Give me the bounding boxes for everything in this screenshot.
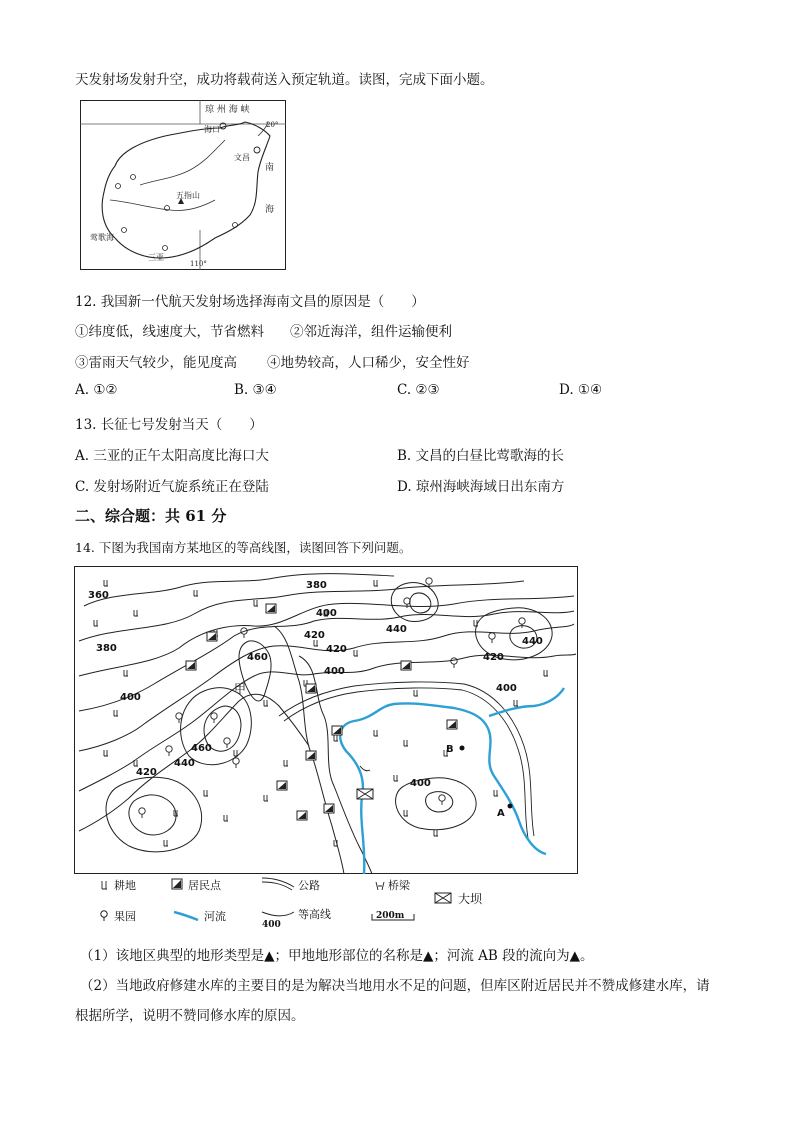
- orchard-legend-icon: [101, 911, 107, 921]
- point-a-label: A: [497, 808, 505, 819]
- svg-text:文昌: 文昌: [234, 153, 250, 162]
- svg-text:三亚: 三亚: [148, 253, 164, 262]
- q12-statement-1: ①纬度低，线速度大，节省燃料: [75, 324, 264, 340]
- q13-option-b[interactable]: B. 文昌的白昼比莺歌海的长: [397, 448, 565, 464]
- svg-text:360: 360: [88, 590, 109, 601]
- svg-text:居民点: 居民点: [188, 879, 221, 892]
- q12-statement-3: ③雷雨天气较少，能见度高: [75, 355, 237, 371]
- q14-sub2-line1: （2）当地政府修建水库的主要目的是为解决当地用水不足的问题，但库区附近居民并不赞成修建水库，请: [80, 978, 710, 994]
- hainan-island-outline: [102, 122, 270, 258]
- svg-text:460: 460: [191, 743, 212, 754]
- contour-map: [74, 566, 578, 874]
- svg-text:400: 400: [496, 683, 517, 694]
- q14-sub1: （1）该地区典型的地形类型是▲；甲地地形部位的名称是▲；河流 AB 段的流向为▲。: [80, 948, 594, 964]
- point-jia-label: 甲: [234, 682, 247, 696]
- q14-stem: 14. 下图为我国南方某地区的等高线图，读图回答下列问题。: [75, 540, 412, 555]
- svg-text:耕地: 耕地: [114, 879, 136, 892]
- q12-statement-2: ②邻近海洋，组件运输便利: [290, 324, 452, 340]
- q13-stem: 13. 长征七号发射当天（ ）: [75, 417, 263, 433]
- residence-legend-icon: [172, 879, 182, 889]
- svg-text:420: 420: [326, 644, 347, 655]
- svg-text:海口: 海口: [204, 125, 220, 134]
- svg-text:440: 440: [522, 636, 543, 647]
- svg-text:果园: 果园: [114, 910, 136, 923]
- svg-text:等高线: 等高线: [298, 908, 331, 921]
- dam-marker: [357, 789, 373, 799]
- q12-stem: 12. 我国新一代航天发射场选择海南文昌的原因是（ ）: [75, 294, 425, 310]
- point-b-label: B: [446, 744, 454, 755]
- svg-text:380: 380: [306, 580, 327, 591]
- q12-option-a[interactable]: A. ①②: [75, 382, 118, 398]
- svg-text:440: 440: [386, 624, 407, 635]
- hainan-map: [80, 100, 286, 270]
- q12-option-c[interactable]: C. ②③: [397, 382, 440, 398]
- q12-option-b[interactable]: B. ③④: [234, 382, 277, 398]
- section-2-heading: 二、综合题：共 61 分: [75, 507, 227, 525]
- bridge-legend-icon: [376, 882, 384, 890]
- svg-text:200m: 200m: [376, 911, 405, 921]
- svg-text:公路: 公路: [298, 879, 320, 892]
- svg-text:大坝: 大坝: [458, 892, 483, 906]
- contour-legend-icon: [262, 912, 294, 916]
- svg-text:河流: 河流: [204, 910, 226, 923]
- svg-text:420: 420: [304, 630, 325, 641]
- svg-text:五指山: 五指山: [176, 191, 200, 200]
- wenchang-marker: [254, 147, 260, 153]
- svg-text:110°: 110°: [190, 260, 207, 268]
- q12-statement-4: ④地势较高，人口稀少，安全性好: [267, 355, 470, 371]
- svg-text:400: 400: [324, 666, 345, 677]
- svg-text:420: 420: [483, 652, 504, 663]
- svg-text:380: 380: [96, 643, 117, 654]
- svg-text:400: 400: [262, 920, 281, 930]
- q13-option-c[interactable]: C. 发射场附近气旋系统正在登陆: [75, 479, 269, 495]
- farmland-legend-icon: [102, 881, 107, 889]
- svg-text:桥梁: 桥梁: [388, 879, 410, 892]
- q14-sub2-line2: 根据所学，说明不赞同修水库的原因。: [75, 1008, 305, 1024]
- svg-text:420: 420: [136, 767, 157, 778]
- q13-option-a[interactable]: A. 三亚的正午太阳高度比海口大: [75, 448, 269, 464]
- river-legend-icon: [174, 912, 198, 920]
- sanya-marker: [163, 246, 168, 251]
- map-legend: [98, 874, 518, 930]
- dam-legend-icon: [435, 893, 451, 903]
- q12-option-d[interactable]: D. ①④: [559, 382, 603, 398]
- road-legend-icon: [262, 878, 294, 890]
- svg-text:400: 400: [410, 778, 431, 789]
- svg-text:440: 440: [174, 758, 195, 769]
- svg-text:20°: 20°: [266, 121, 279, 129]
- svg-text:海: 海: [265, 205, 275, 215]
- svg-text:莺歌海: 莺歌海: [90, 233, 114, 242]
- intro-text: 天发射场发射升空，成功将载荷送入预定轨道。读图，完成下面小题。: [75, 72, 494, 88]
- q13-option-d[interactable]: D. 琼州海峡海域日出东南方: [397, 479, 565, 495]
- svg-text:460: 460: [247, 652, 268, 663]
- point-b-dot: [460, 746, 465, 751]
- svg-text:400: 400: [316, 608, 337, 619]
- svg-text:琼 州 海 峡: 琼 州 海 峡: [205, 105, 250, 115]
- point-a-dot: [508, 804, 513, 809]
- svg-text:400: 400: [120, 692, 141, 703]
- svg-text:南: 南: [265, 163, 275, 173]
